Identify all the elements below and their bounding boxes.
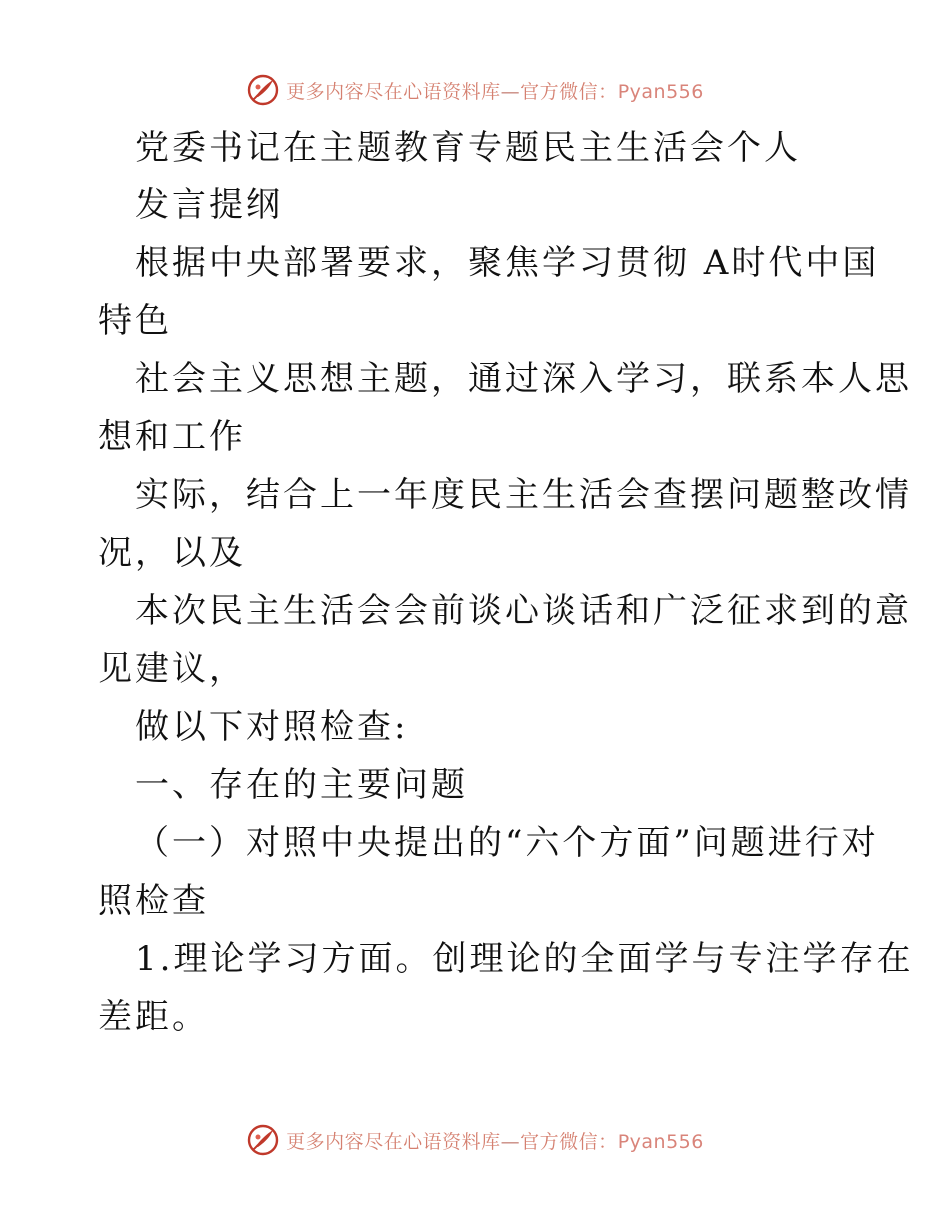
paragraph-1-line-2: 特色	[98, 301, 172, 341]
paragraph-3-line-2: 况，以及	[98, 533, 246, 573]
subsection-heading-line-1: （一）对照中央提出的“六个方面”问题进行对	[135, 823, 879, 863]
quill-pen-logo-icon	[246, 1123, 280, 1157]
item-1-line-2: 差距。	[98, 997, 209, 1037]
quill-pen-logo-icon	[246, 73, 280, 107]
title-line-1: 党委书记在主题教育专题民主生活会个人	[135, 128, 801, 168]
watermark-separator: —	[500, 1130, 521, 1153]
watermark-separator: —	[500, 80, 521, 103]
paragraph-1-line-1: 根据中央部署要求，聚焦学习贯彻 A时代中国	[135, 243, 880, 283]
title-line-2: 发言提纲	[135, 185, 283, 225]
item-1-line-1: 1.理论学习方面。创理论的全面学与专注学存在	[135, 939, 914, 979]
watermark-account-id: Pyan556	[617, 1130, 704, 1153]
header-watermark	[0, 70, 950, 110]
watermark-prefix: 更多内容尽在心语资料库	[286, 80, 501, 103]
watermark-account-label: 官方微信：	[520, 1130, 618, 1153]
watermark-account-id: Pyan556	[617, 80, 704, 103]
watermark-prefix: 更多内容尽在心语资料库	[286, 1130, 501, 1153]
paragraph-2-line-1: 社会主义思想主题，通过深入学习，联系本人思	[135, 359, 912, 399]
subsection-heading-line-2: 照检查	[98, 881, 209, 921]
section-heading-1: 一、存在的主要问题	[135, 765, 468, 805]
paragraph-2-line-2: 想和工作	[98, 417, 246, 457]
paragraph-4-line-2: 见建议，	[98, 649, 246, 689]
paragraph-3-line-1: 实际，结合上一年度民主生活会查摆问题整改情	[135, 475, 912, 515]
footer-watermark	[0, 1120, 950, 1160]
paragraph-5: 做以下对照检查:	[135, 707, 409, 747]
paragraph-4-line-1: 本次民主生活会会前谈心谈话和广泛征求到的意	[135, 591, 912, 631]
watermark-text	[286, 77, 704, 104]
watermark-text	[286, 1127, 704, 1154]
watermark-account-label: 官方微信：	[520, 80, 618, 103]
